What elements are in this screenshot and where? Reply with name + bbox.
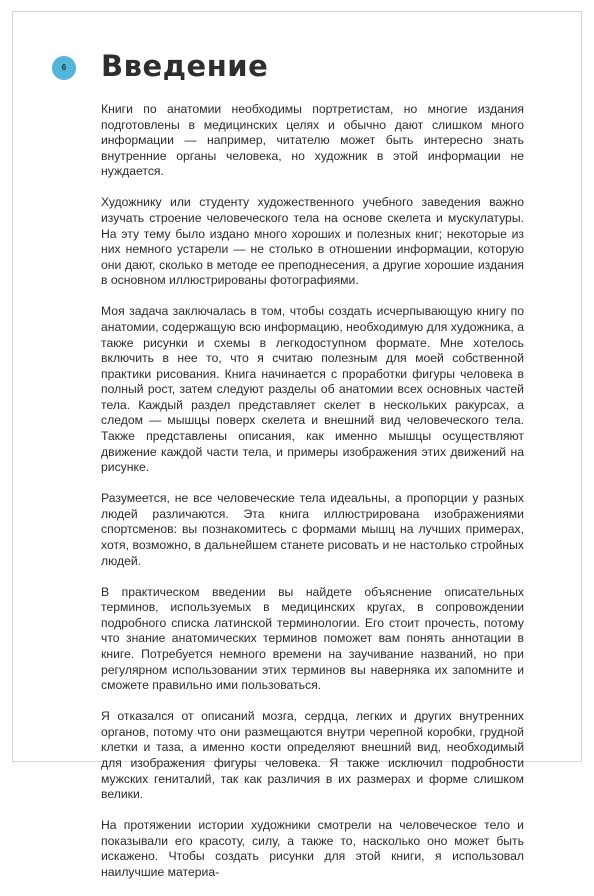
paragraph: Разумеется, не все человеческие тела идеальны, а пропорции у разных людей различаются. Эта книга иллюстрирована изображениями спортсменов: вы познакомитесь с формами мышц на лучших примерах, хотя, возможно, в дальнейшем станете рисовать и не настолько стройных людей. bbox=[101, 491, 524, 568]
page-title: Введение bbox=[101, 49, 269, 83]
body-text bbox=[101, 102, 524, 896]
paragraph: На протяжении истории художники смотрели на человеческое тело и показывали его красоту, силу, а также то, насколько оно может быть искажено. Чтобы создать рисунки для этой книги, я использовал наилучшие материа- bbox=[101, 818, 524, 879]
paragraph: Книги по анатомии необходимы портретистам, но многие издания подготовлены в медицинских целях и обычно дают слишком много информации — например, читателю может быть интересно знать внутренние органы человека, но художник в этой информации не нуждается. bbox=[101, 102, 524, 179]
page-number-badge: 6 bbox=[52, 56, 76, 80]
paragraph: В практическом введении вы найдете объяснение описательных терминов, используемых в медицинских кругах, в сопровождении подробного списка латинской терминологии. Его стоит прочесть, потому что знание анатомических терминов поможет вам понять аннотации в книге. Потребуется немного времени на заучивание названий, но при регулярном использовании этих терминов вы наверняка их запомните и сможете правильно ими пользоваться. bbox=[101, 584, 524, 693]
paragraph: Художнику или студенту художественного учебного заведения важно изучать строение человеческого тела на основе скелета и мускулатуры. На эту тему было издано много хороших и полезных книг; некоторые из них немного устарели — не столько в отношении информации, которую они дают, сколько в методе ее преподнесения, а другие хорошие издания в основном иллюстрированы фотографиями. bbox=[101, 195, 524, 288]
paragraph: Моя задача заключалась в том, чтобы создать исчерпывающую книгу по анатомии, содержащую всю информацию, необходимую для художника, а также рисунки и схемы в легкодоступном формате. Мне хотелось включить в нее то, что я считаю полезным для моей собственной практики рисования. Книга начинается с проработки фигуры человека в полный рост, затем следуют разделы об анатомии всех основных частей тела. Каждый раздел представляет скелет в нескольких ракурсах, а следом — мышцы поверх скелета и внешний вид человеческого тела. Также представлены описания, как именно мышцы осуществляют движение каждой части тела, и примеры изображения этих движений на рисунке. bbox=[101, 304, 524, 475]
paragraph: Я отказался от описаний мозга, сердца, легких и других внутренних органов, потому что они размещаются внутри черепной коробки, грудной клетки и таза, а именно кости определяют внешний вид, необходимый для изображения фигуры человека. Я также исключил подробности мужских гениталий, так как различия в их размерах и форме слишком велики. bbox=[101, 709, 524, 802]
